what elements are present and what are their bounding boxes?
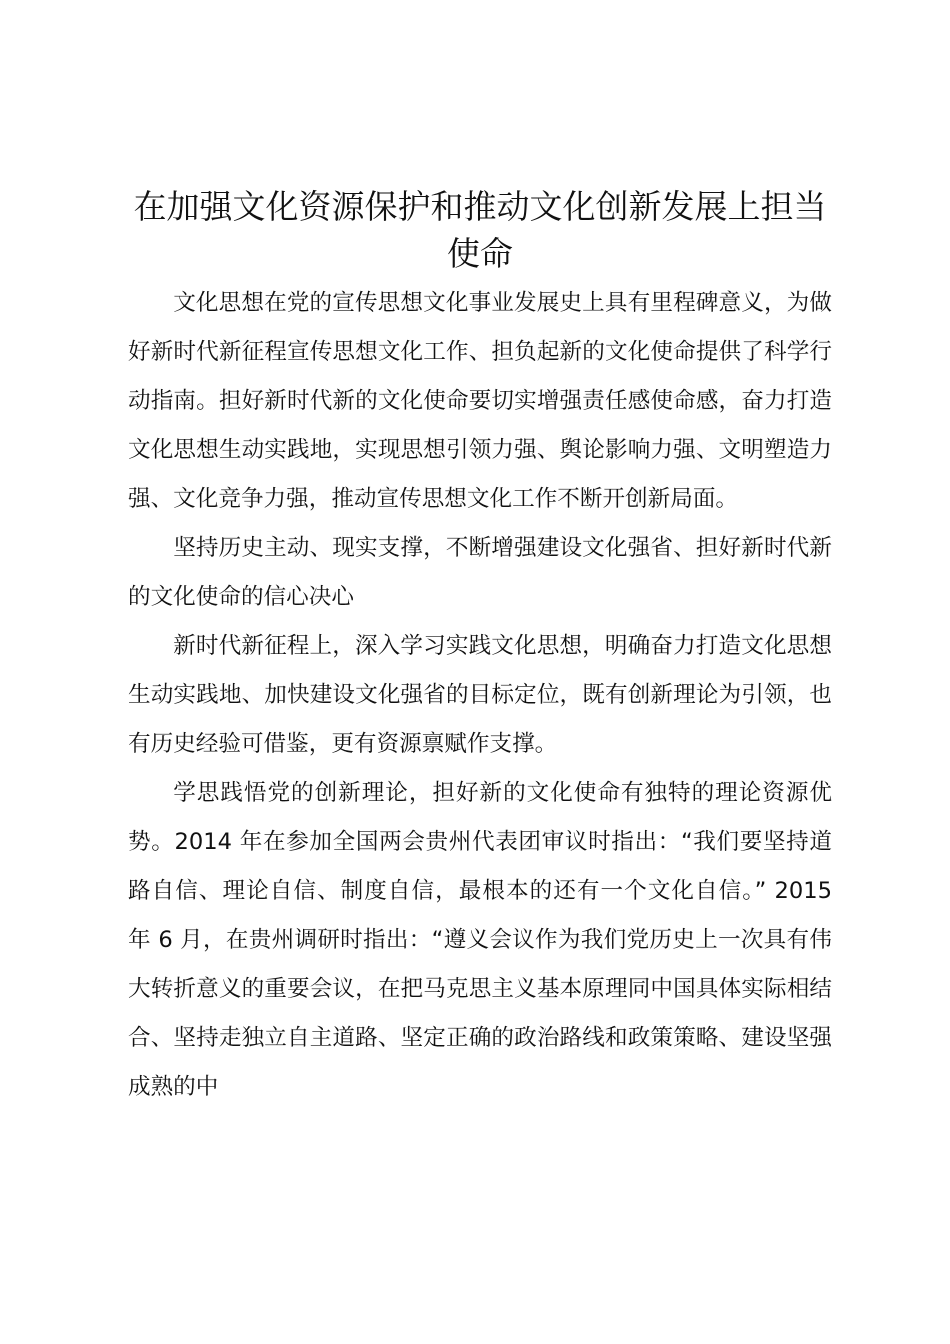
paragraph-4: 学思践悟党的创新理论，担好新的文化使命有独特的理论资源优势。2014 年在参加全国两会贵州代表团审议时指出：“我们要坚持道路自信、理论自信、制度自信，最根本的还有一个文化自信。” 2015 年 6 月，在贵州调研时指出：“遵义会议作为我们党历史上一次具有伟大转折意义的重要会议，在把马克思主义基本原理同中国具体实际相结合、坚持走独立自主道路、坚定正确的政治路线和政策策略、建设坚强成熟的中 (128, 780, 832, 1100)
paragraph-3: 新时代新征程上，深入学习实践文化思想，明确奋力打造文化思想生动实践地、加快建设文化强省的目标定位，既有创新理论为引领，也有历史经验可借鉴，更有资源禀赋作支撑。 (128, 633, 832, 757)
document-title: 在加强文化资源保护和推动文化创新发展上担当使命 (133, 187, 827, 273)
document-page (128, 183, 832, 1112)
paragraph-2-subheading: 坚持历史主动、现实支撑，不断增强建设文化强省、担好新时代新的文化使命的信心决心 (128, 535, 832, 610)
paragraph-1: 文化思想在党的宣传思想文化事业发展史上具有里程碑意义，为做好新时代新征程宣传思想文化工作、担负起新的文化使命提供了科学行动指南。担好新时代新的文化使命要切实增强责任感使命感，奋力打造文化思想生动实践地，实现思想引领力强、舆论影响力强、文明塑造力强、文化竞争力强，推动宣传思想文化工作不断开创新局面。 (128, 290, 832, 512)
